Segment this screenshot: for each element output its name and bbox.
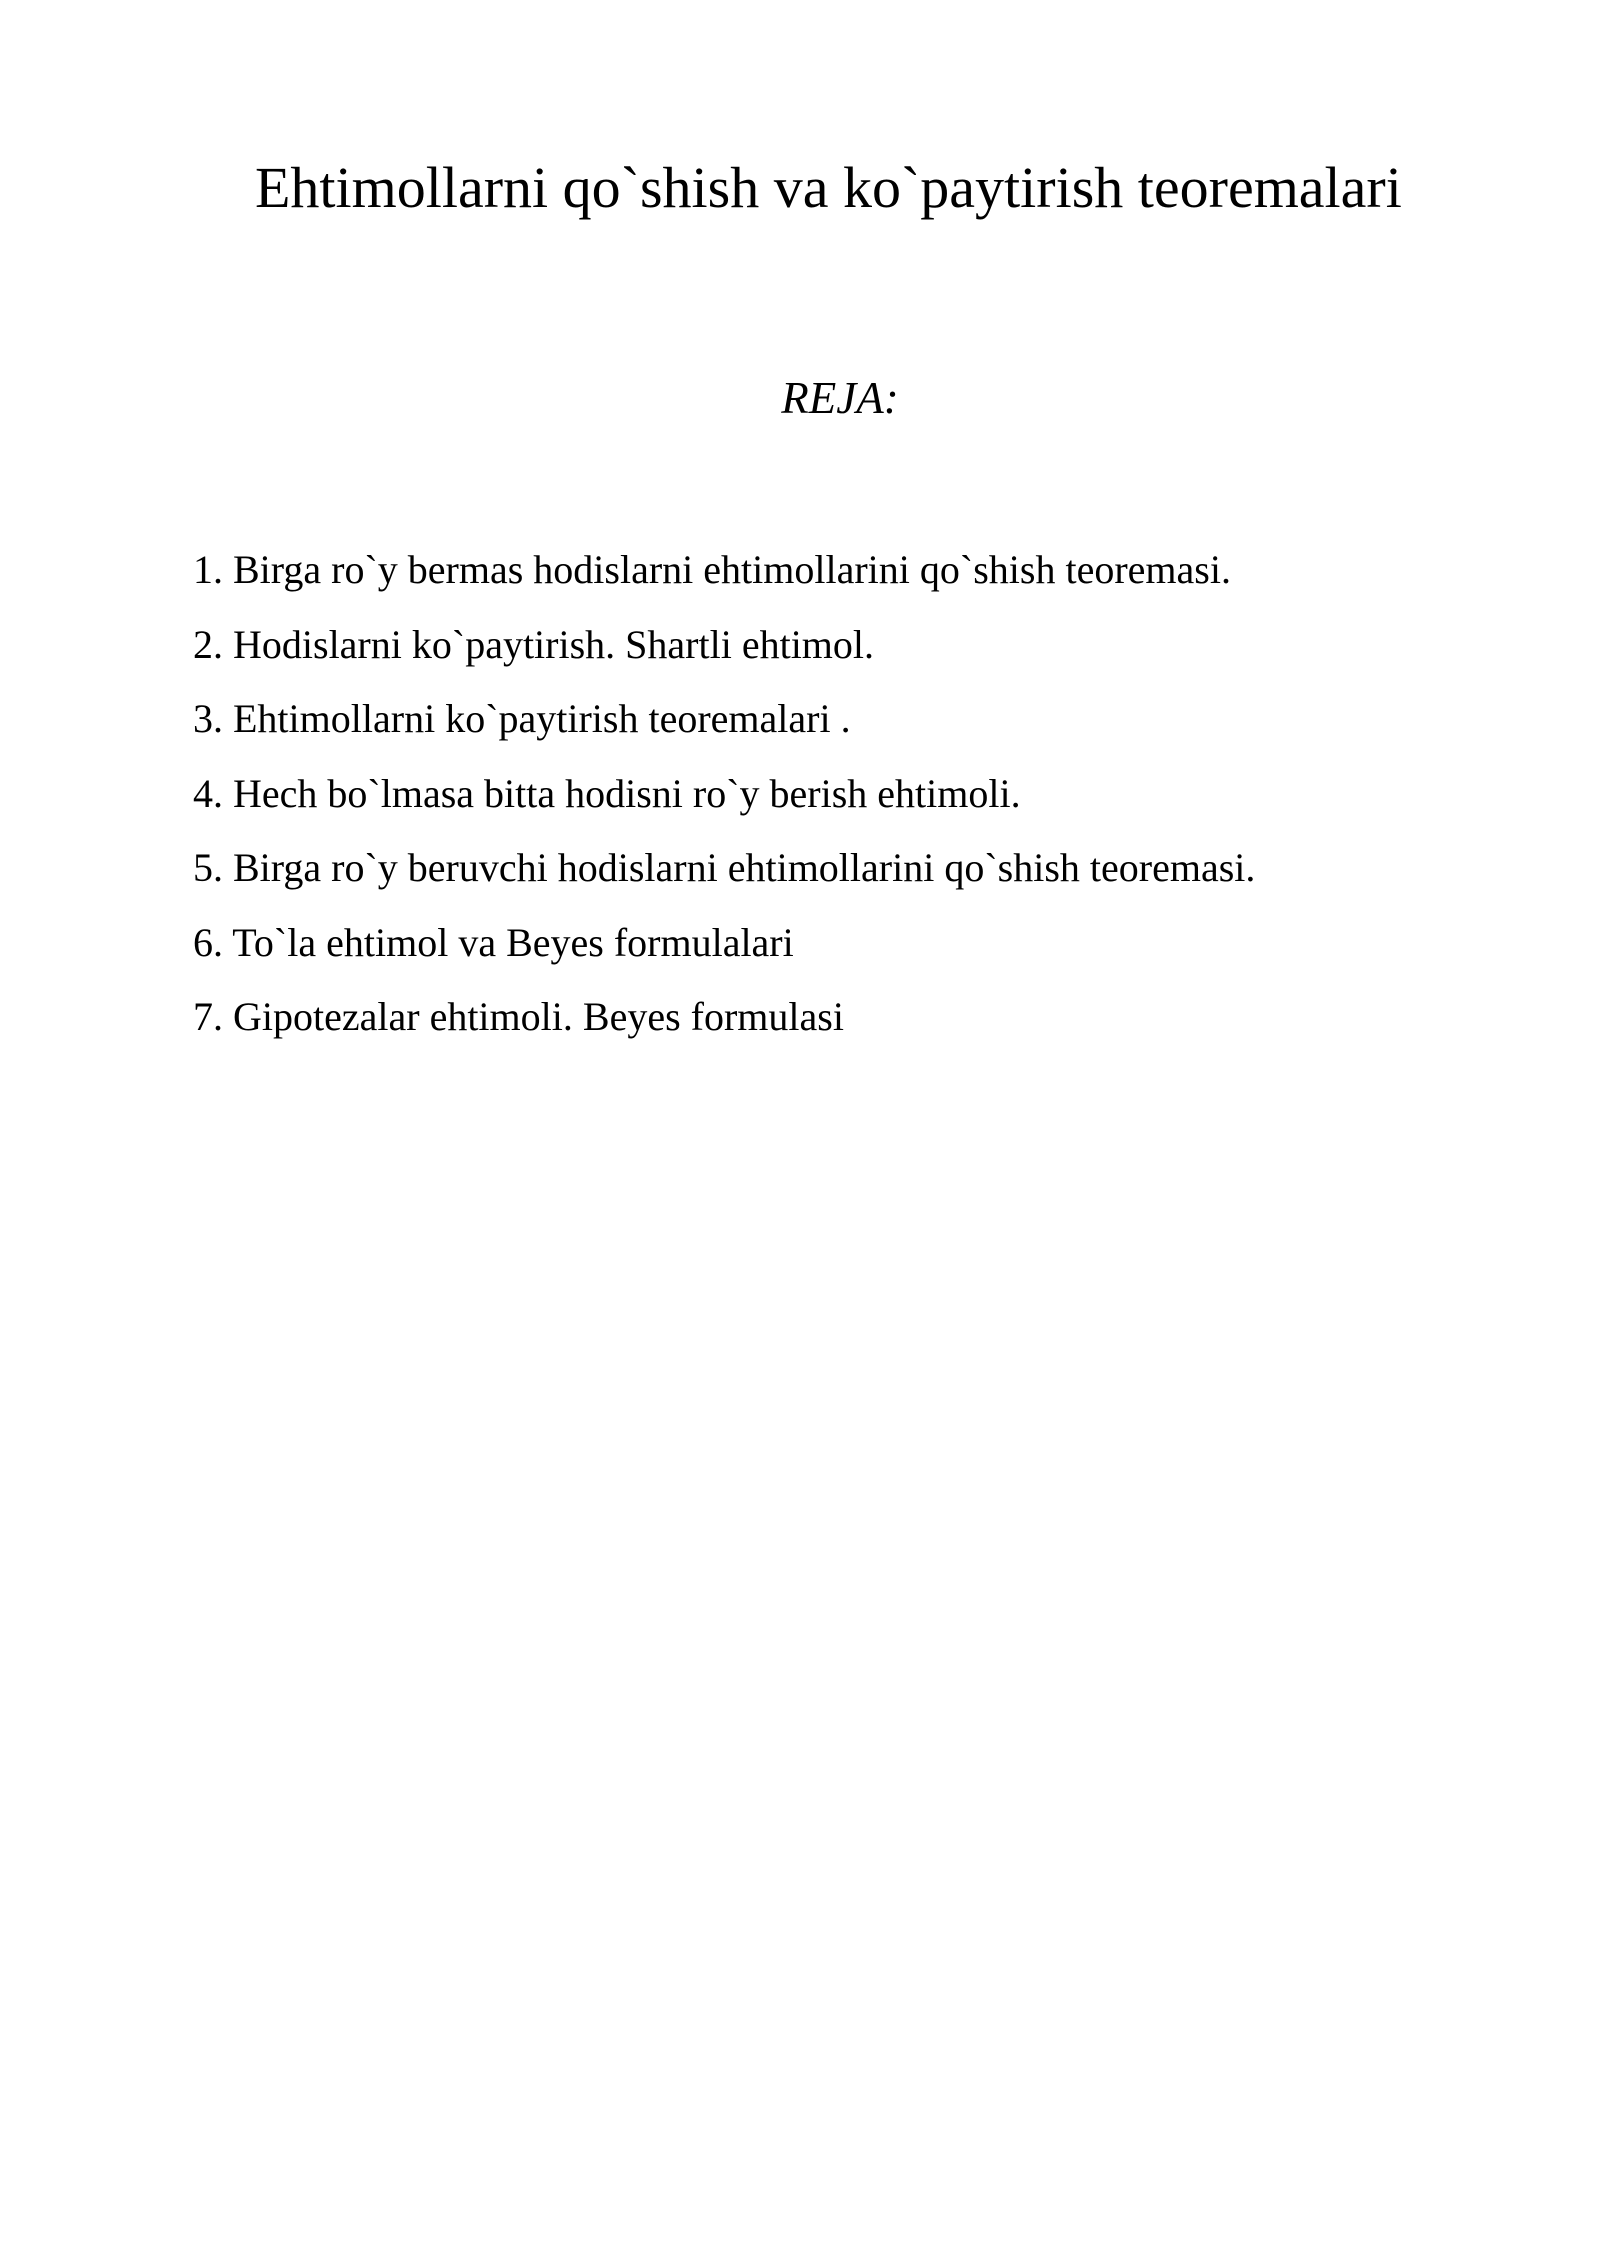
plan-item-3: 3. Ehtimollarni ko`paytirish teoremalari . — [193, 696, 851, 741]
plan-item-1: 1. Birga ro`y bermas hodislarni ehtimollarini qo`shish teoremasi. — [193, 547, 1231, 592]
plan-item-7: 7. Gipotezalar ehtimoli. Beyes formulasi — [193, 994, 844, 1039]
plan-item-4: 4. Hech bo`lmasa bitta hodisni ro`y berish ehtimoli. — [193, 770, 1021, 816]
plan-heading: REJA: — [781, 373, 899, 423]
plan-item-2: 2. Hodislarni ko`paytirish. Shartli ehtimol. — [193, 621, 875, 667]
plan-item-5: 5. Birga ro`y beruvchi hodislarni ehtimollarini qo`shish teoremasi. — [193, 845, 1256, 890]
plan-item-6: 6. To`la ehtimol va Beyes formulalari — [193, 919, 794, 965]
document-title: Ehtimollarni qo`shish va ko`paytirish teoremalari — [255, 155, 1402, 220]
plan-list — [193, 533, 1255, 1055]
